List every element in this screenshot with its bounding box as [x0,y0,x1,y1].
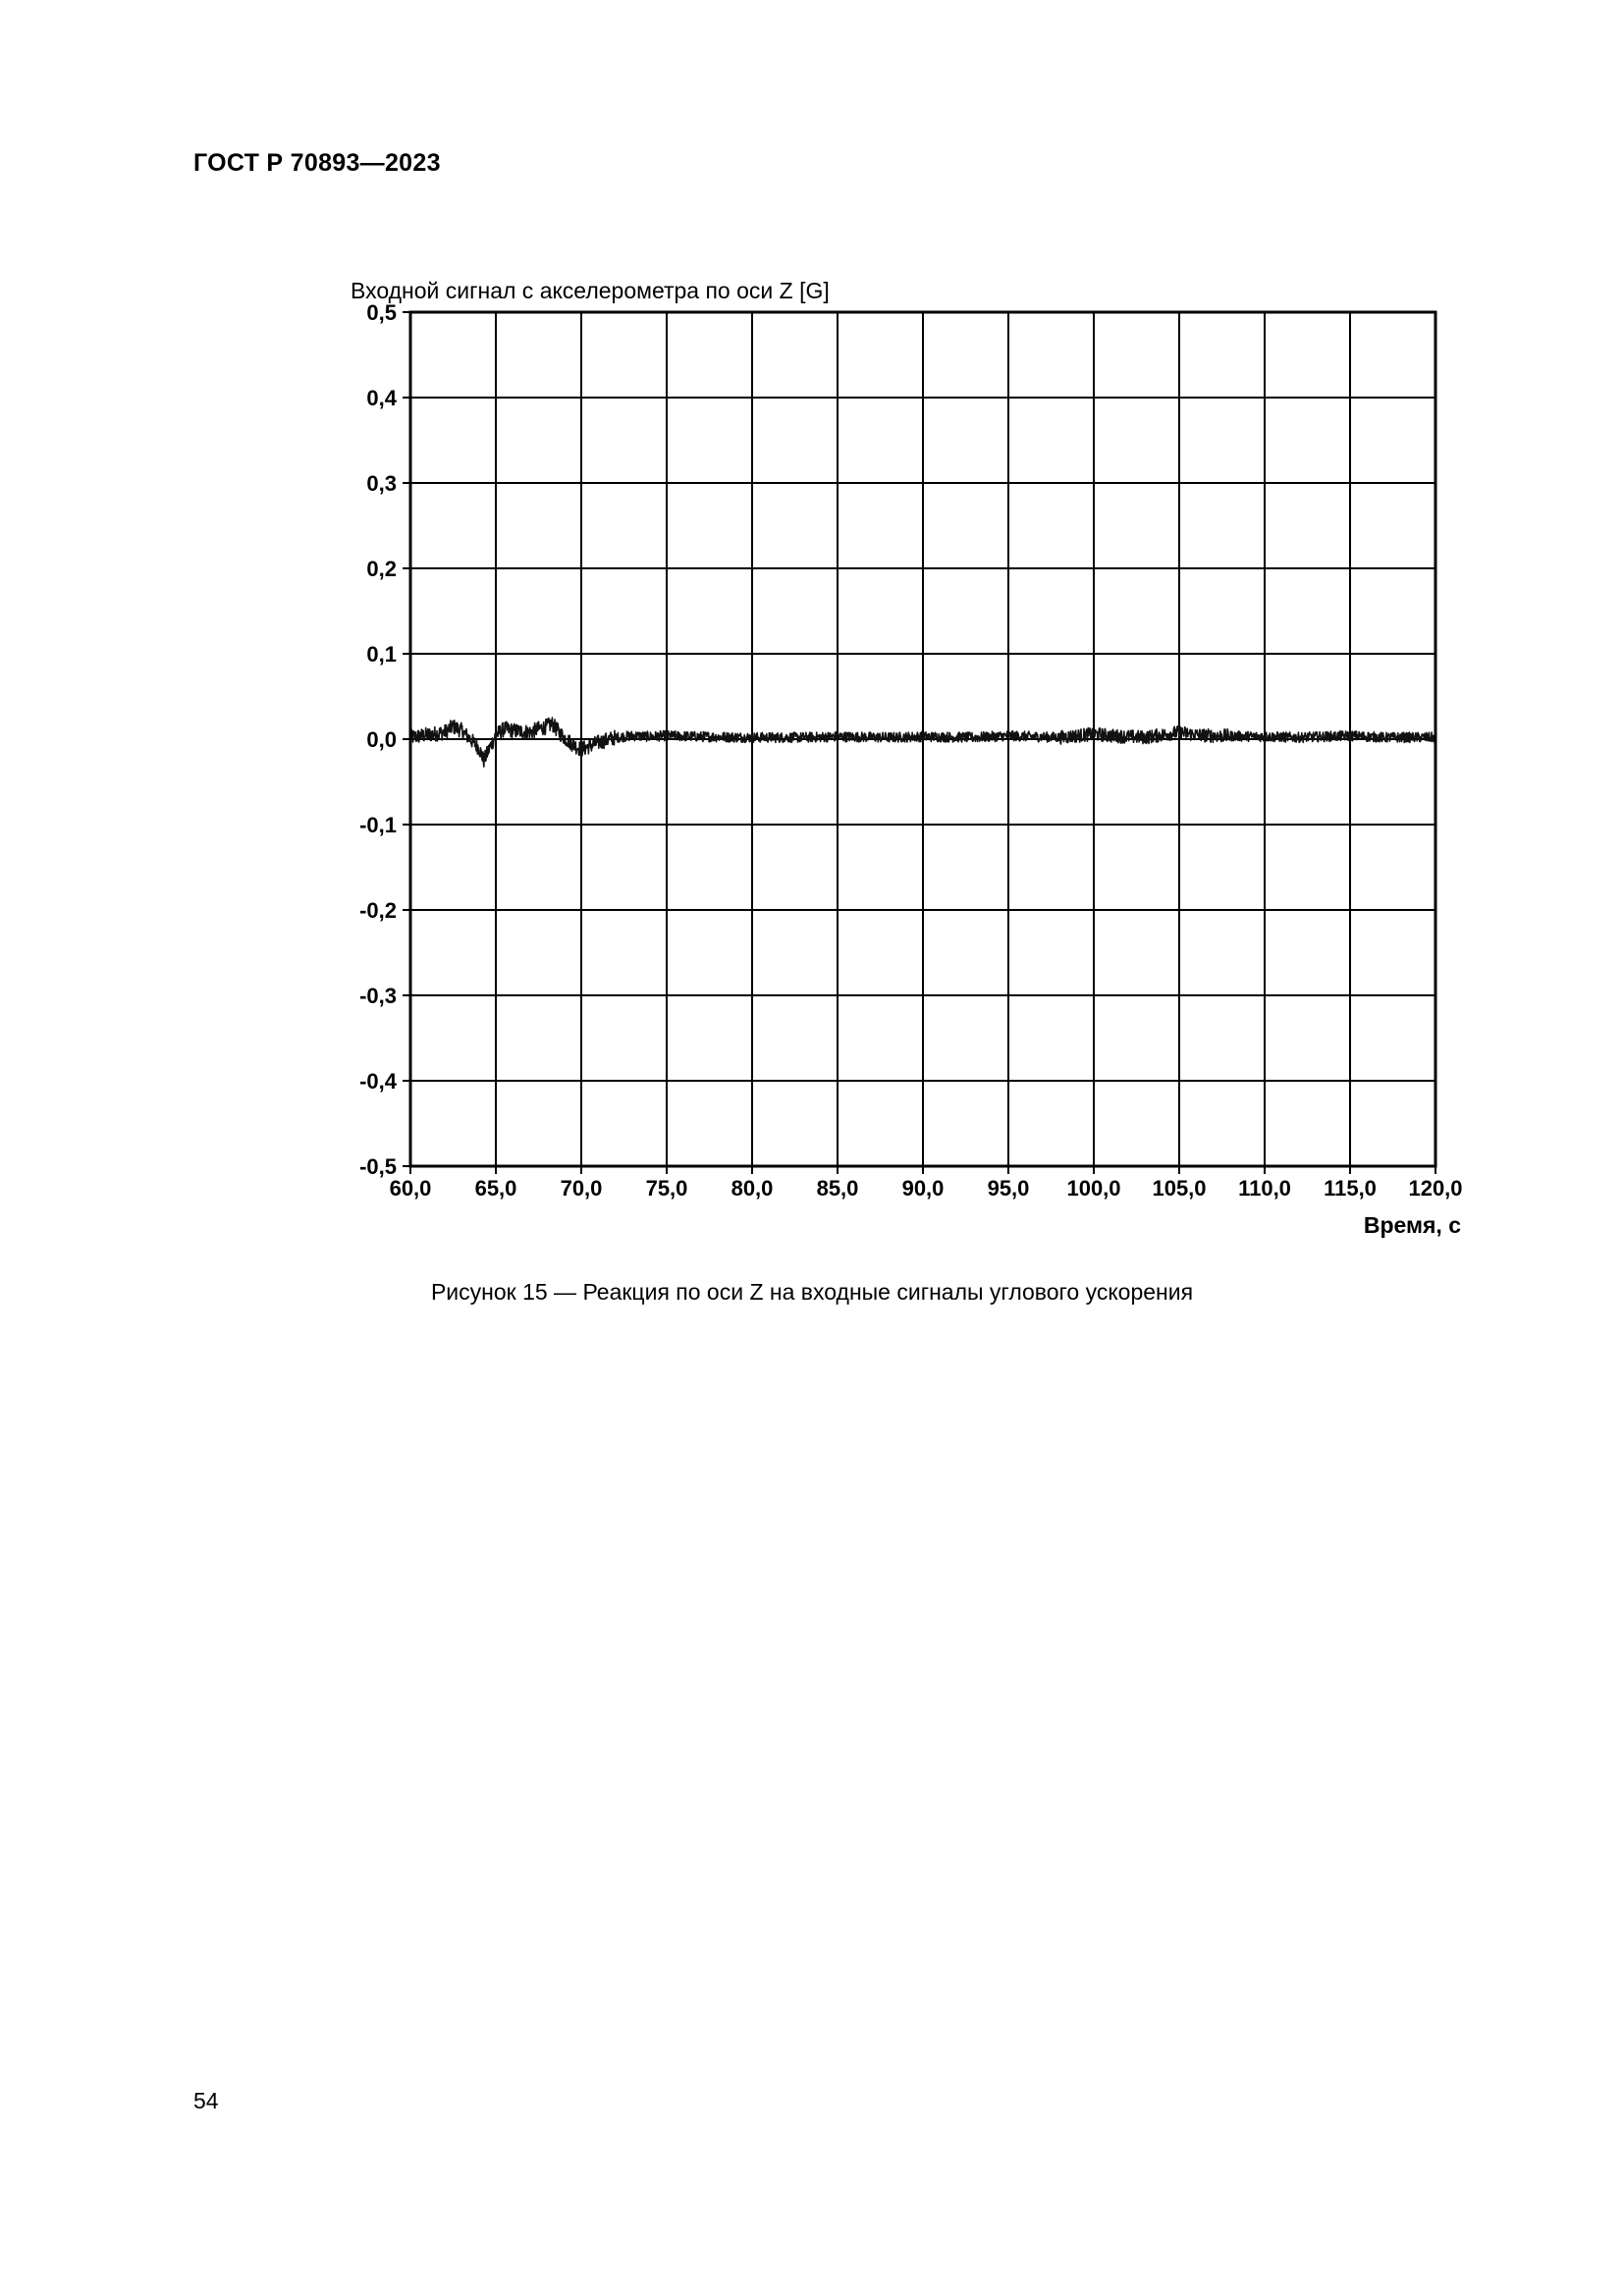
x-tick-label: 95,0 [987,1176,1030,1201]
y-tick-label: 0,0 [366,727,397,752]
x-tick-label: 110,0 [1238,1176,1291,1201]
x-ticks [390,1176,1463,1201]
y-tick-label: -0,2 [359,898,397,923]
y-ticks [359,300,398,1179]
x-tick-label: 100,0 [1066,1176,1121,1201]
page-number: 54 [193,2088,219,2113]
x-tick-label: 60,0 [389,1176,432,1201]
x-tick-label: 65,0 [474,1176,517,1201]
x-axis-title: Время, с [1363,1212,1461,1238]
y-tick-label: -0,3 [359,984,397,1008]
figure-caption: Рисунок 15 — Реакция по оси Z на входные сигналы углового ускорения [430,1279,1194,1305]
x-tick-label: 80,0 [731,1176,774,1201]
grid [403,312,1435,1174]
y-tick-label: -0,5 [359,1154,397,1179]
y-tick-label: 0,3 [366,471,397,496]
x-tick-label: 105,0 [1152,1176,1207,1201]
x-tick-label: 85,0 [816,1176,859,1201]
x-tick-label: 120,0 [1408,1176,1463,1201]
x-tick-label: 70,0 [560,1176,603,1201]
document-header: ГОСТ Р 70893—2023 [193,149,441,177]
y-tick-label: 0,1 [366,642,397,667]
y-tick-label: 0,5 [366,300,397,325]
y-tick-label: 0,4 [366,386,397,410]
y-axis-title: Входной сигнал с акселерометра по оси Z [G] [351,278,830,303]
x-tick-label: 115,0 [1324,1176,1377,1201]
y-tick-label: -0,4 [359,1069,397,1094]
x-tick-label: 75,0 [645,1176,688,1201]
accelerometer-chart [295,255,1492,1247]
y-tick-label: 0,2 [366,557,397,581]
y-tick-label: -0,1 [359,813,397,837]
x-tick-label: 90,0 [901,1176,945,1201]
